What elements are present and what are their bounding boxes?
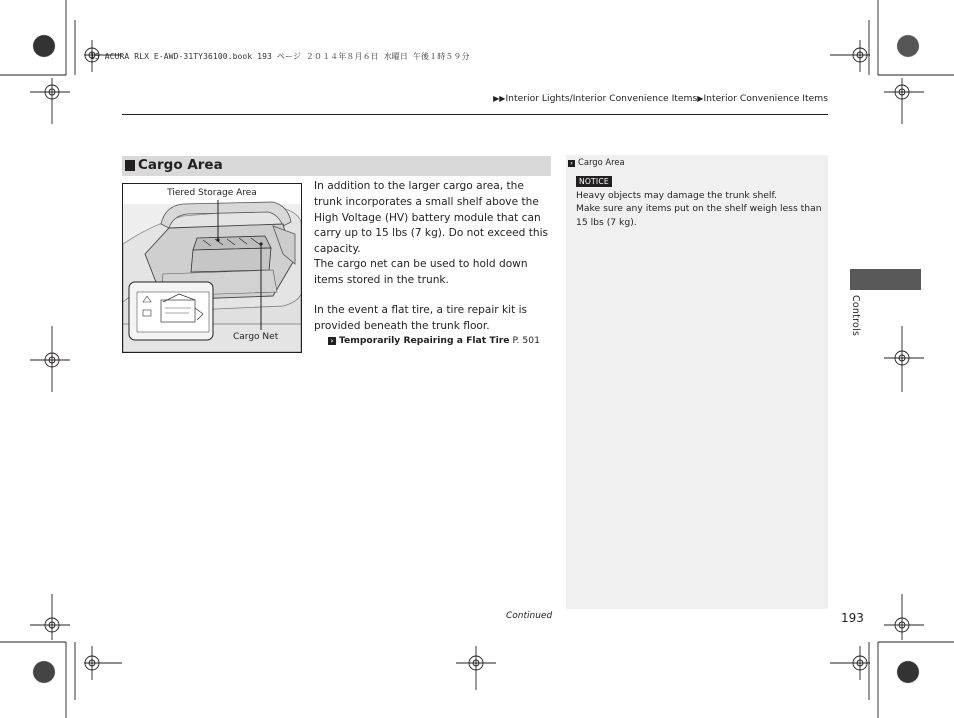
breadcrumb-item-interior-lights[interactable]: Interior Lights/Interior Convenience Items	[505, 93, 698, 104]
chapter-tab[interactable]	[850, 269, 921, 290]
notice-badge: NOTICE	[576, 176, 612, 187]
side-note-text	[576, 189, 824, 229]
body-paragraph-tire-kit: In the event a flat tire, a tire repair kit is provided beneath the trunk floor.	[314, 304, 528, 332]
side-note-reference	[568, 157, 625, 167]
header-rule	[122, 114, 828, 115]
reference-arrow-icon: ›	[328, 337, 336, 345]
side-note-ref-title: Cargo Area	[578, 157, 625, 167]
page-number: 193	[841, 611, 864, 625]
continued-label: Continued	[506, 611, 553, 621]
section-square-icon	[125, 160, 135, 171]
chapter-tab-label[interactable]: Controls	[850, 295, 861, 337]
section-title: Cargo Area	[138, 157, 223, 173]
illustration-label-tiered-storage: Tiered Storage Area	[167, 188, 257, 198]
cross-reference-link[interactable]	[328, 335, 540, 346]
side-note-line-2: Make sure any items put on the shelf weigh less than 15 lbs (7 kg).	[576, 203, 822, 228]
body-paragraph-shelf: In addition to the larger cargo area, the trunk incorporates a small shelf above the High Voltage (HV) battery module that can carry up to 15 lbs (7 kg). Do not exceed this capacity.	[314, 180, 549, 256]
chapter-tab-label-wrap	[842, 295, 872, 355]
breadcrumb-item-convenience-items[interactable]: Interior Convenience Items	[703, 93, 828, 104]
breadcrumb-arrow-icon: ▶	[697, 94, 704, 103]
side-note-line-1: Heavy objects may damage the trunk shelf.	[576, 190, 777, 201]
illustration-label-cargo-net: Cargo Net	[233, 332, 279, 342]
xref-page: P. 501	[512, 335, 540, 346]
trunk-drawing	[123, 184, 301, 352]
xref-title[interactable]: Temporarily Repairing a Flat Tire	[339, 335, 510, 346]
breadcrumb	[493, 93, 828, 104]
trunk-illustration	[122, 183, 302, 353]
reference-arrow-icon: ›	[568, 160, 575, 167]
print-file-line: 15 ACURA RLX E-AWD-31TY36100.book 193 ページ ２０１４年８月６日 水曜日 午後１時５９分	[90, 52, 470, 61]
breadcrumb-arrow-icon: ▶▶	[493, 94, 506, 103]
body-paragraph-net: The cargo net can be used to hold down items stored in the trunk.	[314, 258, 528, 286]
